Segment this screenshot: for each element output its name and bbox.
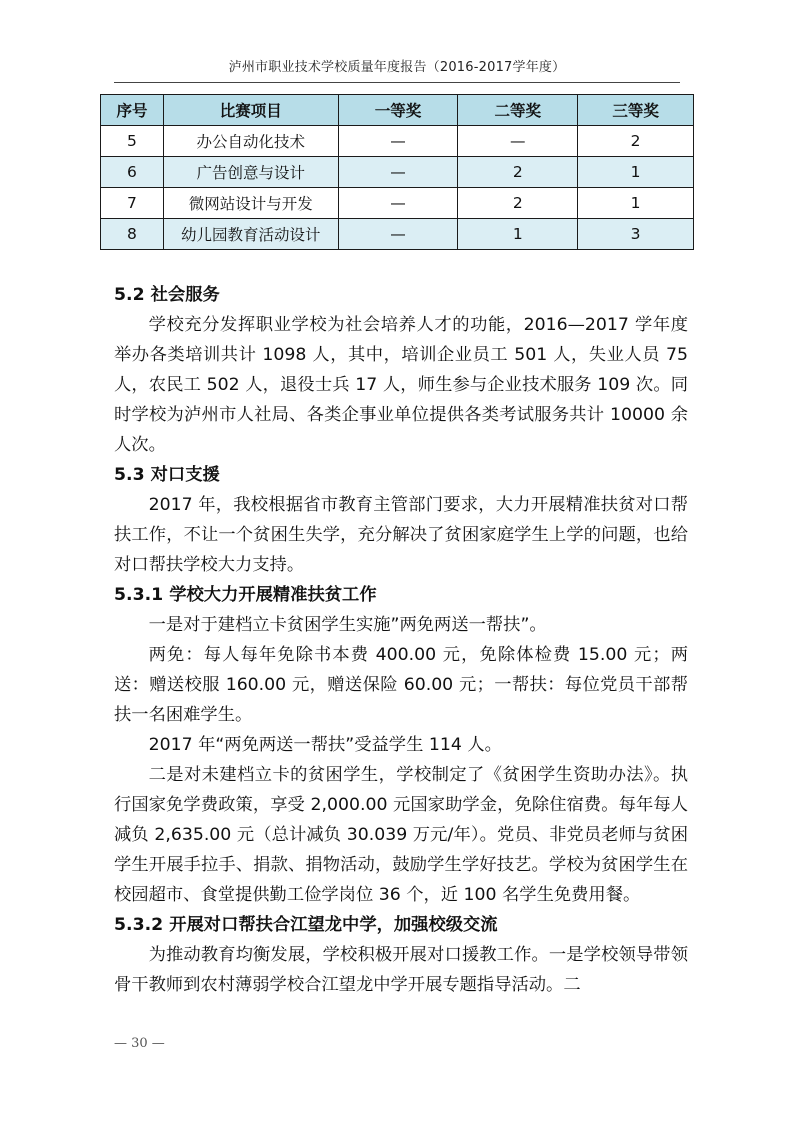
paragraph: 2017 年，我校根据省市教育主管部门要求，大力开展精准扶贫对口帮扶工作，不让一个贫困生失学，充分解决了贫困家庭学生上学的问题，也给对口帮扶学校大力支持。	[114, 495, 688, 575]
table-cell: 1	[578, 157, 694, 188]
table-row	[101, 219, 694, 250]
column-header: 序号	[101, 95, 164, 126]
paragraph: 为推动教育均衡发展，学校积极开展对口援教工作。一是学校领导带领骨干教师到农村薄弱学校合江望龙中学开展专题指导活动。二	[114, 945, 688, 995]
table-cell: 广告创意与设计	[163, 157, 338, 188]
table-cell: 2	[458, 188, 578, 219]
paragraph: 一是对于建档立卡贫困学生实施”两免两送一帮扶”。	[148, 615, 547, 635]
table-cell: 5	[101, 126, 164, 157]
table-cell: —	[338, 188, 458, 219]
header-divider	[114, 82, 680, 83]
table-cell: 8	[101, 219, 164, 250]
table-cell: 1	[458, 219, 578, 250]
table-row	[101, 157, 694, 188]
table-cell: —	[338, 157, 458, 188]
awards-table	[100, 94, 694, 250]
column-header: 三等奖	[578, 95, 694, 126]
paragraph: 二是对未建档立卡的贫困学生，学校制定了《贫困学生资助办法》。执行国家免学费政策，享受 2,000.00 元国家助学金，免除住宿费。每年每人减负 2,635.00 元（总计减负 30.039 万元/年）。党员、非党员老师与贫困学生开展手拉手、捐款、捐物活动，鼓励学生学好技艺。学校为贫困学生在校园超市、食堂提供勤工俭学岗位 36 个，近 100 名学生免费用餐。	[114, 765, 688, 905]
section-heading-social-service: 5.2 社会服务	[114, 285, 220, 305]
table-cell: 2	[458, 157, 578, 188]
column-header: 二等奖	[458, 95, 578, 126]
table-row	[101, 188, 694, 219]
paragraph: 2017 年“两免两送一帮扶”受益学生 114 人。	[148, 735, 502, 755]
table-cell: —	[458, 126, 578, 157]
table-cell: 1	[578, 188, 694, 219]
table-cell: 7	[101, 188, 164, 219]
page-header-title: 泸州市职业技术学校质量年度报告（2016-2017学年度）	[228, 60, 566, 75]
paragraph: 学校充分发挥职业学校为社会培养人才的功能，2016—2017 学年度举办各类培训共计 1098 人，其中，培训企业员工 501 人，失业人员 75 人，农民工 502 人，退役士兵 17 人，师生参与企业技术服务 109 次。同时学校为泸州市人社局、各类企事业单位提供各类考试服务共计 10000 余人次。	[114, 315, 688, 455]
table-cell: 6	[101, 157, 164, 188]
table-header-row	[101, 95, 694, 126]
table-cell: 办公自动化技术	[163, 126, 338, 157]
section-heading-wanglong-school: 5.3.2 开展对口帮扶合江望龙中学，加强校级交流	[114, 915, 498, 935]
section-heading-poverty-alleviation: 5.3.1 学校大力开展精准扶贫工作	[114, 585, 377, 605]
table-cell: —	[338, 219, 458, 250]
table-cell: 微网站设计与开发	[163, 188, 338, 219]
column-header: 比赛项目	[163, 95, 338, 126]
table-cell: 幼儿园教育活动设计	[163, 219, 338, 250]
document-body	[114, 280, 688, 1000]
table-cell: 3	[578, 219, 694, 250]
table-cell: 2	[578, 126, 694, 157]
paragraph: 两免：每人每年免除书本费 400.00 元，免除体检费 15.00 元；两送：赠送校服 160.00 元，赠送保险 60.00 元；一帮扶：每位党员干部帮扶一名困难学生。	[114, 645, 688, 725]
section-heading-paired-support: 5.3 对口支援	[114, 465, 220, 485]
table-row	[101, 126, 694, 157]
column-header: 一等奖	[338, 95, 458, 126]
table-cell: —	[338, 126, 458, 157]
page-number: — 30 —	[114, 1036, 165, 1051]
